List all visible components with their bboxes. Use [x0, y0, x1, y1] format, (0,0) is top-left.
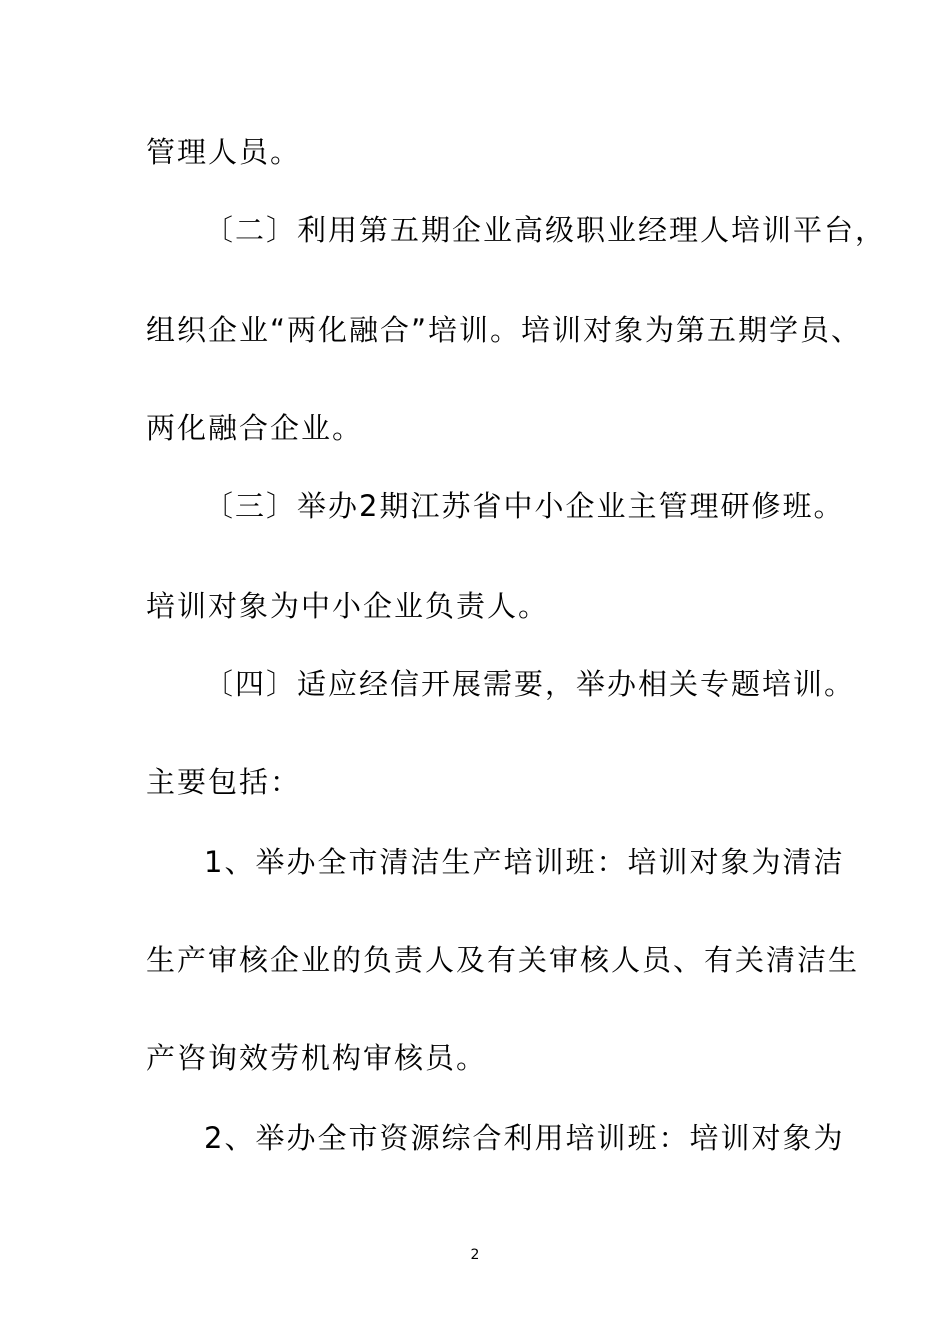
paragraph-line: 〔三〕举办2期江苏省中小企业主管理研修班。 [204, 489, 845, 523]
paragraph-line: 生产审核企业的负责人及有关审核人员、有关清洁生 [146, 943, 860, 977]
paragraph-line: 〔四〕适应经信开展需要，举办相关专题培训。 [204, 667, 856, 701]
paragraph-line: 培训对象为中小企业负责人。 [146, 589, 550, 623]
paragraph-line: 管理人员。 [146, 135, 302, 169]
paragraph-line: 2、举办全市资源综合利用培训班：培训对象为 [204, 1121, 845, 1155]
paragraph-line: 组织企业“两化融合”培训。培训对象为第五期学员、 [146, 313, 863, 347]
page-number: 2 [470, 1247, 480, 1263]
paragraph-line: 产咨询效劳机构审核员。 [146, 1041, 488, 1075]
paragraph-line: 〔二〕利用第五期企业高级职业经理人培训平台， [204, 213, 887, 247]
paragraph-line: 主要包括： [146, 765, 302, 799]
paragraph-line: 1、举办全市清洁生产培训班：培训对象为清洁 [204, 845, 845, 879]
paragraph-line: 两化融合企业。 [146, 411, 364, 445]
